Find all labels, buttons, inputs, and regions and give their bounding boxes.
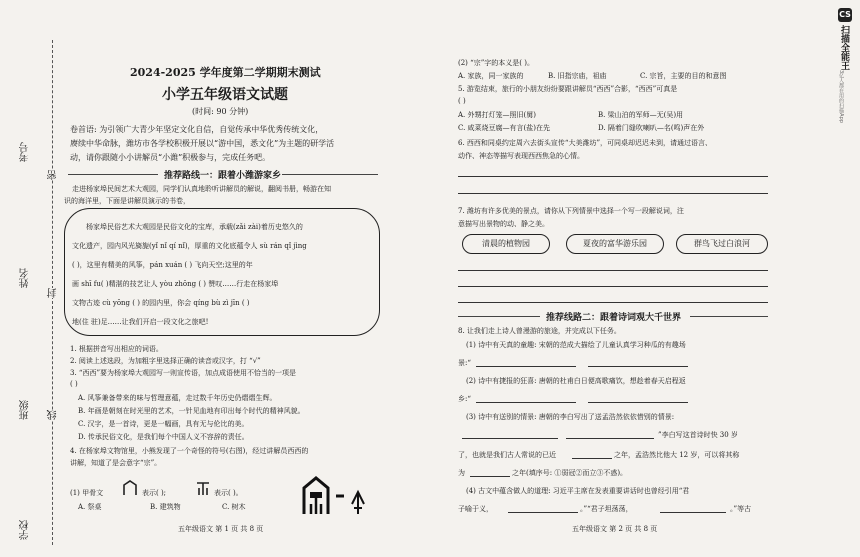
label-banji: 班级 xyxy=(20,400,31,420)
question-8-2-prefix: 乡:“ xyxy=(458,395,471,403)
question-4-option-b: B. 建筑物 xyxy=(150,503,181,511)
question-5-option-b: B. 梁山泊的军师—无(吴)用 xyxy=(598,111,684,119)
route1-lead-1: 走进杨家埠民间艺术大观园，同学们认真地聆听讲解员的解说，翻阅书册，畅游在知 xyxy=(72,185,331,193)
answer-8-3-d[interactable] xyxy=(470,476,510,477)
answer-line-6-2[interactable] xyxy=(458,193,768,194)
oracle-roof-glyph xyxy=(122,480,138,496)
brand-badge: CS xyxy=(838,8,852,22)
scene-option-2: 夏夜的富华游乐园 xyxy=(566,234,664,254)
answer-8-2-a[interactable] xyxy=(476,402,576,403)
question-4-2-option-a: A. 家族，同一家族的 xyxy=(458,72,524,80)
scene-option-1: 清晨的植物园 xyxy=(462,234,550,254)
question-5: 5. 游览结束，旅行的小朋友纷纷要跟讲解员“西西”合影，“西西”可真是 xyxy=(458,85,678,93)
question-4-2-option-c: C. 宗旨，主要的目的和意图 xyxy=(640,72,727,80)
question-8-1: (1) 诗中有天真的童趣: 宋朝的范成大描绘了儿童认真学习种瓜的有趣场 xyxy=(466,341,686,349)
question-8-4-mid: 。”“君子坦荡荡， xyxy=(580,505,633,513)
question-3: 3. “西西”要为杨家埠大观园写一则宣传语，加点成语使用不恰当的一项是 xyxy=(70,369,297,377)
route1-title: 推荐路线一：跟着小潍游家乡 xyxy=(164,171,282,181)
question-4-1-prefix: (1) 甲骨文 xyxy=(70,489,104,497)
answer-8-3-b[interactable] xyxy=(566,438,654,439)
year-title: 2024-2025 学年度第二学期期末测试 xyxy=(130,66,321,79)
question-3-option-a: A. 风筝兼备带来的味与哲理意蕴，走过数千年历史仍熠熠生辉。 xyxy=(78,394,277,402)
question-8-4-end: 。”等古 xyxy=(730,505,752,513)
question-8-3-line-3b: 之年，孟浩然比他大 12 岁，可以将其称 xyxy=(614,451,740,459)
box-line-1: 杨家埠民俗艺术大观园是民俗文化的宝库，承载(zǎi zài)着历史悠久的 xyxy=(86,223,303,231)
answer-line-6-1[interactable] xyxy=(458,176,768,177)
answer-8-1-b[interactable] xyxy=(588,366,688,367)
question-3-option-c: C. 汉字，是一首诗，更是一幅画，具有无与伦比的美。 xyxy=(78,420,249,428)
question-2: 2. 阅读上述选段，为加粗字里选择正确的读音或汉字，打 “√” xyxy=(70,357,261,365)
question-1: 1. 根据拼音写出相应的词语。 xyxy=(70,345,163,353)
question-3-blank: ( ) xyxy=(70,380,78,388)
route1-lead-2: 识的海洋里，下面是讲解员演示的书卷， xyxy=(64,197,190,205)
answer-8-4-a[interactable] xyxy=(508,512,578,513)
intro-line-2: 赓续中华命脉，潍坊市各学校积极开展以“游中国，悉文化”为主题的研学活 xyxy=(70,139,335,148)
question-5-blank: ( ) xyxy=(458,97,466,105)
route1-rule-right xyxy=(282,174,378,175)
question-6-line-2: 动作、神态等描写表现西西焦急的心情。 xyxy=(458,152,584,160)
question-3-option-b: B. 年画是朝刻在时光里的艺术，一针见血地有印出每个时代的精神风貌。 xyxy=(78,407,305,415)
question-4-2: (2) “宗”字的本义是( )。 xyxy=(458,59,534,67)
question-5-option-d: D. 隔着门缝吹喇叭—名(鸣)声在外 xyxy=(598,124,705,132)
question-5-option-a: A. 外甥打灯笼—照旧(舅) xyxy=(458,111,536,119)
question-4-option-a: A. 祭桌 xyxy=(78,503,102,511)
route2-rule-left xyxy=(458,316,540,317)
question-8-3-line-3: 了，也就是我们古人常说的已近 xyxy=(458,451,556,459)
question-7: 7. 潍坊有许多优美的景点，请你从下列情景中选择一个写一段解说词，注 xyxy=(458,207,684,215)
footer-page-2: 五年级语文 第 2 页 共 8 页 xyxy=(572,525,658,533)
question-8-3: (3) 诗中有送别的情景: 唐朝的李白写出了送孟浩然依依惜别的情景: xyxy=(466,413,675,421)
question-7-line-2: 意描写出景物的动、静之美。 xyxy=(458,220,549,228)
scene-option-3: 群鸟飞过白浪河 xyxy=(676,234,768,254)
question-4-option-c: C. 树木 xyxy=(222,503,246,511)
question-5-option-c: C. 咸菜烧豆腐—有言(盐)在先 xyxy=(458,124,551,132)
label-xingming: 姓名 xyxy=(20,268,31,288)
answer-line-7-1[interactable] xyxy=(458,270,768,271)
answer-line-7-3[interactable] xyxy=(458,302,768,303)
footer-page-1: 五年级语文 第 1 页 共 8 页 xyxy=(178,525,264,533)
box-line-3: ( )，这里有精美的风筝，pán xuán ( ) 飞向天空;这里的年 xyxy=(72,261,253,269)
question-4: 4. 在杨家埠文物馆里，小熊发现了一个奇怪的符号(右图)，经过讲解员西西的 xyxy=(70,447,309,455)
answer-8-4-b[interactable] xyxy=(660,512,726,513)
question-4-2-option-b: B. 旧指宗庙，祖庙 xyxy=(548,72,607,80)
question-8-1-prefix: 景:“ xyxy=(458,359,471,367)
question-8-3-line-4b: 之年(填序号: ①弱冠②而立③不惑)。 xyxy=(512,469,628,477)
box-line-2: 文化遗产，园内风光旖旎(yǐ nǐ qí nǐ)，厚重的文化底蕴令人 sù rán qǐ jìng xyxy=(72,242,307,250)
question-8-3-tail: ”李白写这首诗时快 30 岁 xyxy=(658,431,738,439)
answer-line-7-2[interactable] xyxy=(458,286,768,287)
answer-8-2-b[interactable] xyxy=(588,402,688,403)
box-line-4: 画 shī fu( )精湛的技艺让人 yòu zhōng ( ) 赞叹……行走在杨家埠 xyxy=(72,280,279,288)
question-8-4: (4) 古文中蕴含做人的道理: 习近平主席在发表重要讲话时也曾经引用“君 xyxy=(466,487,690,495)
question-8: 8. 让我们走上诗人曾漫游的旅途，并完成以下任务。 xyxy=(458,327,621,335)
scanner-brand xyxy=(838,8,854,123)
brand-name: 扫描全能王 xyxy=(839,25,849,70)
route2-rule-right xyxy=(690,316,768,317)
box-line-6: 地(住 驻)足……让我们开启一段文化之旅吧! xyxy=(72,318,209,326)
label-xian: 线 xyxy=(48,410,59,420)
label-xuexiao: 学校 xyxy=(20,520,31,540)
brand-sub: 3亿人都在用的扫描App xyxy=(838,70,844,123)
zong-character-image xyxy=(300,474,370,518)
answer-8-3-a[interactable] xyxy=(462,438,558,439)
route1-rule-left xyxy=(68,174,158,175)
question-8-4-start: 子喻于义， xyxy=(458,505,493,513)
answer-8-1-a[interactable] xyxy=(476,366,576,367)
exam-time: (时间: 90 分钟) xyxy=(192,107,249,116)
answer-8-3-c[interactable] xyxy=(572,458,612,459)
box-line-5: 文物古迹 cù yōng ( ) 的园内里，你会 qíng bù zì jīn ( ) xyxy=(72,299,250,307)
question-6: 6. 西西和同桌约定周六去街头宣传“大美潍坊”，可同桌却迟迟未到，请通过语言、 xyxy=(458,139,713,147)
intro-line-3: 动，请你跟随小小讲解员“小潍”积极参与，完成任务吧。 xyxy=(70,153,271,162)
question-4-1-meaning-a: 表示( ); xyxy=(142,489,167,497)
label-mi: 密 xyxy=(48,170,59,180)
intro-line-1: 卷首语: 为引领广大青少年坚定文化自信，自觉传承中华优秀传统文化， xyxy=(70,125,324,134)
question-3-option-d: D. 传承民俗文化，是我们每个中国人义不容辞的责任。 xyxy=(78,433,249,441)
question-8-3-line-4: 为 xyxy=(458,469,465,477)
label-kaohao: 考号 xyxy=(20,142,31,162)
oracle-altar-glyph xyxy=(196,480,210,496)
question-8-2: (2) 诗中有捷报的狂喜: 唐朝的杜甫白日便高歌痛饮，想趁着春天启程返 xyxy=(466,377,686,385)
label-feng: 封 xyxy=(48,288,59,298)
route2-title: 推荐线路二：跟着诗词观大千世界 xyxy=(546,313,682,323)
main-title: 小学五年级语文试题 xyxy=(162,87,288,103)
question-4-line-2: 讲解，知道了是会意字“宗”。 xyxy=(70,459,162,467)
question-4-1-meaning-b: 表示( )。 xyxy=(214,489,243,497)
